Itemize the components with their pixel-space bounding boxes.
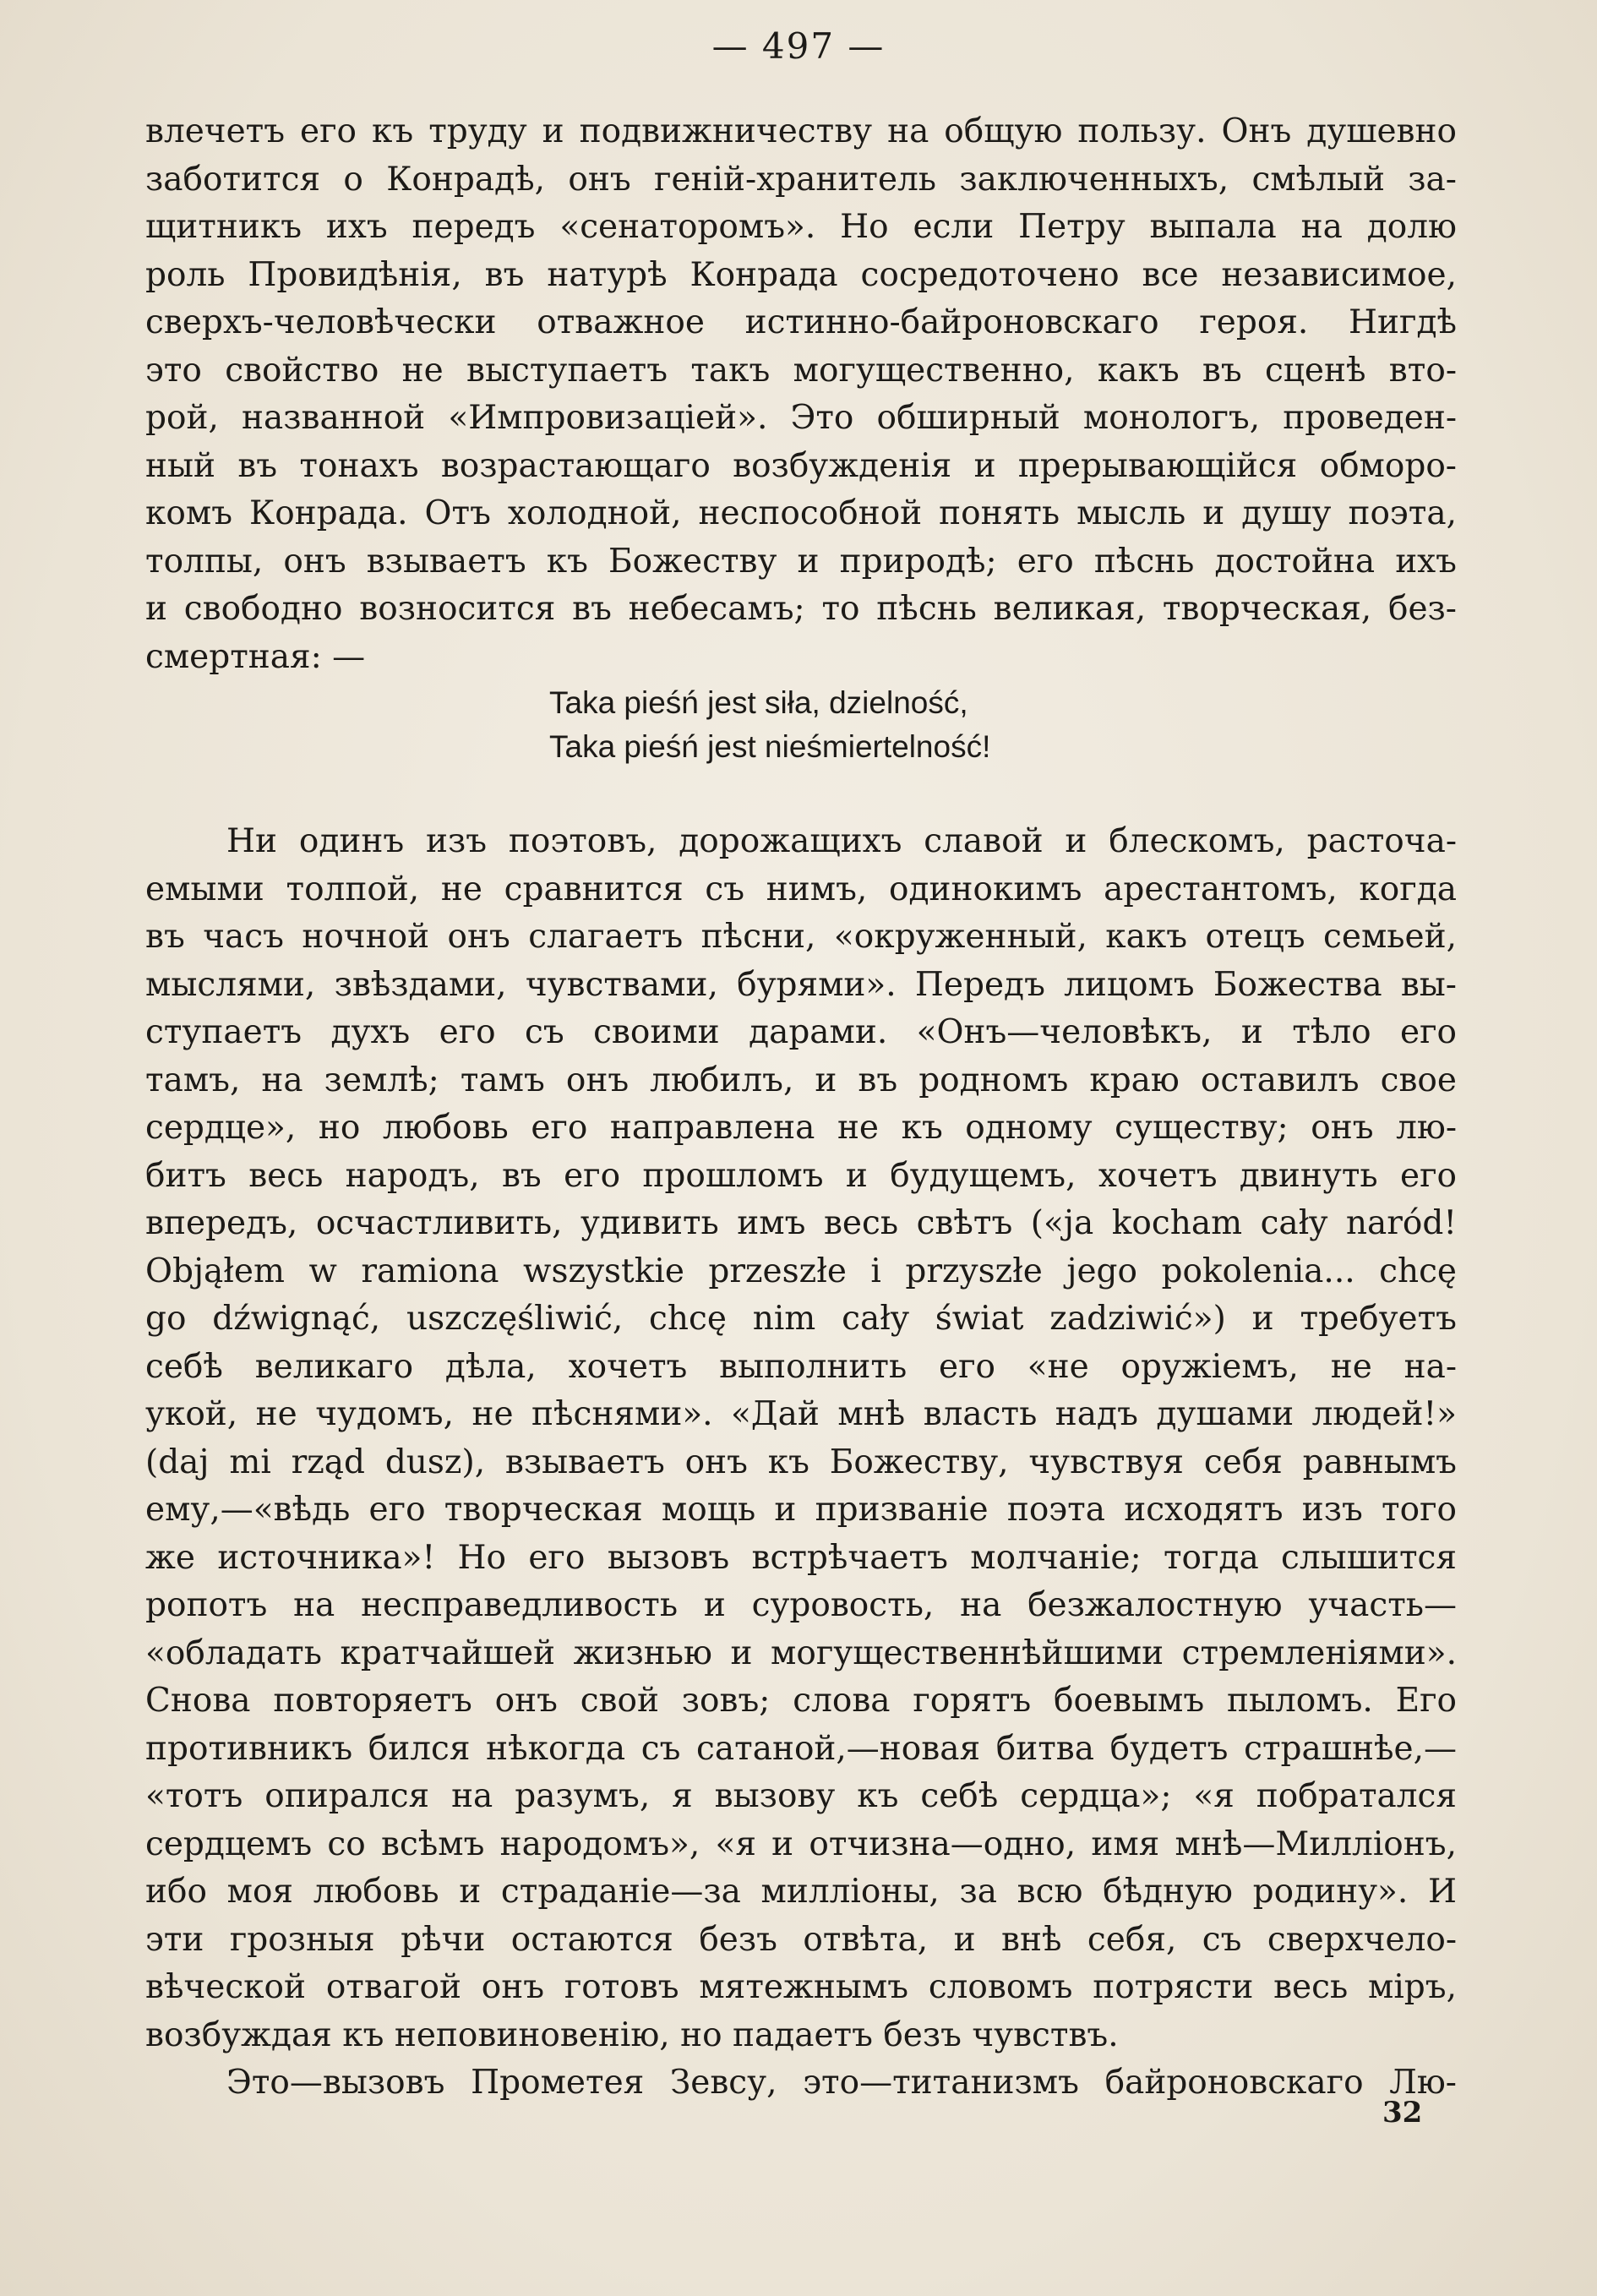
text-line: тамъ, на землѣ; тамъ онъ любилъ, и въ родномъ краю оставилъ свое (145, 1061, 1457, 1099)
text-line: впередъ, осчастливить, удивить имъ весь свѣтъ («ja kocham cały naród! (145, 1204, 1457, 1242)
text-line: себѣ великаго дѣла, хочетъ выполнить его «не оружіемъ, не на- (145, 1347, 1457, 1386)
paragraph-2 (145, 818, 1457, 2059)
text-line: рой, названной «Импровизаціей». Это обширный монологъ, проведен- (145, 399, 1457, 437)
paragraph-1 (145, 108, 1457, 681)
signature-mark: 32 (1382, 2096, 1423, 2130)
text-line: Это—вызовъ Прометея Зевсу, это—титанизмъ байроновскаго Лю- (226, 2064, 1457, 2102)
text-line: go dźwignąć, uszczęśliwić, chcę nim cały świat zadziwić») и требуетъ (145, 1300, 1457, 1338)
text-line: Ни одинъ изъ поэтовъ, дорожащихъ славой и блескомъ, расточа- (226, 822, 1457, 860)
text-line: ступаетъ духъ его съ своими дарами. «Онъ—человѣкъ, и тѣло его (145, 1013, 1457, 1051)
text-line: ибо моя любовь и страданіе—за милліоны, за всю бѣдную родину». И (145, 1873, 1457, 1911)
text-line: укой, не чудомъ, не пѣснями». «Дай мнѣ власть надъ душами людей!» (145, 1395, 1457, 1433)
text-line: въ часъ ночной онъ слагаетъ пѣсни, «окруженный, какъ отецъ семьей, (145, 918, 1457, 956)
text-line: битъ весь народъ, въ его прошломъ и будущемъ, хочетъ двинуть его (145, 1156, 1457, 1195)
text-line: сердцемъ со всѣмъ народомъ», «я и отчизна—одно, имя мнѣ—Милліонъ, (145, 1824, 1457, 1863)
verse-line: Taka pieśń jest siła, dzielność, (549, 685, 968, 720)
paragraph-gap (145, 769, 1457, 818)
text-line: и свободно возносится въ небесамъ; то пѣснь великая, творческая, без- (145, 590, 1457, 628)
text-line: Objąłem w ramiona wszystkie przeszłe i przyszłe jego pokolenia... chcę (145, 1252, 1457, 1290)
text-line: сверхъ-человѣчески отважное истинно-байроновскаго героя. Нигдѣ (145, 303, 1457, 341)
text-line: заботится о Конрадѣ, онъ геній-хранитель заключенныхъ, смѣлый за- (145, 160, 1457, 199)
text-line: это свойство не выступаетъ такъ могущественно, какъ въ сценѣ вто- (145, 351, 1457, 390)
text-line: вѣческой отвагой онъ готовъ мятежнымъ словомъ потрясти весь міръ, (145, 1968, 1457, 2006)
verse-quote (145, 681, 1457, 769)
text-line: мыслями, звѣздами, чувствами, бурями». Передъ лицомъ Божества вы- (145, 965, 1457, 1004)
text-line: эти грозныя рѣчи остаются безъ отвѣта, и внѣ себя, съ сверхчело- (145, 1920, 1457, 1959)
verse-line: Taka pieśń jest nieśmiertelność! (549, 729, 991, 764)
body-text (145, 108, 1457, 2108)
text-line: влечетъ его къ труду и подвижничеству на общую пользу. Онъ душевно (145, 112, 1457, 150)
text-line: возбуждая къ неповиновенію, но падаетъ безъ чувствъ. (145, 2015, 1119, 2054)
text-line: ропотъ на несправедливость и суровость, на безжалостную участь— (145, 1586, 1457, 1624)
text-line: ему,—«вѣдь его творческая мощь и призваніе поэта исходятъ изъ того (145, 1491, 1457, 1529)
text-line: емыми толпой, не сравнится съ нимъ, одинокимъ арестантомъ, когда (145, 870, 1457, 908)
text-line: «тотъ опирался на разумъ, я вызову къ себѣ сердца»; «я побратался (145, 1777, 1457, 1815)
page-number: — 497 — (711, 25, 886, 67)
text-line: сердце», но любовь его направлена не къ одному существу; онъ лю- (145, 1109, 1457, 1147)
text-line: роль Провидѣнія, въ натурѣ Конрада сосредоточено все независимое, (145, 255, 1457, 294)
paragraph-3 (145, 2059, 1457, 2108)
text-line: смертная: — (145, 637, 366, 676)
text-line: «обладать кратчайшей жизнью и могущественнѣйшими стремленіями». (145, 1633, 1457, 1672)
text-line: комъ Конрада. Отъ холодной, неспособной понять мысль и душу поэта, (145, 494, 1457, 532)
text-line: противникъ бился нѣкогда съ сатаной,—новая битва будетъ страшнѣе,— (145, 1729, 1457, 1768)
text-line: щитникъ ихъ передъ «сенаторомъ». Но если Петру выпала на долю (145, 208, 1457, 246)
text-line: (daj mi rząd dusz), взываетъ онъ къ Божеству, чувствуя себя равнымъ (145, 1442, 1457, 1481)
text-line: толпы, онъ взываетъ къ Божеству и природѣ; его пѣснь достойна ихъ (145, 542, 1457, 581)
text-line: же источника»! Но его вызовъ встрѣчаетъ молчаніе; тогда слышится (145, 1538, 1457, 1577)
text-line: ный въ тонахъ возрастающаго возбужденія и прерывающійся обморо- (145, 446, 1457, 485)
text-line: Снова повторяетъ онъ свой зовъ; слова горятъ боевымъ пыломъ. Его (145, 1682, 1457, 1720)
